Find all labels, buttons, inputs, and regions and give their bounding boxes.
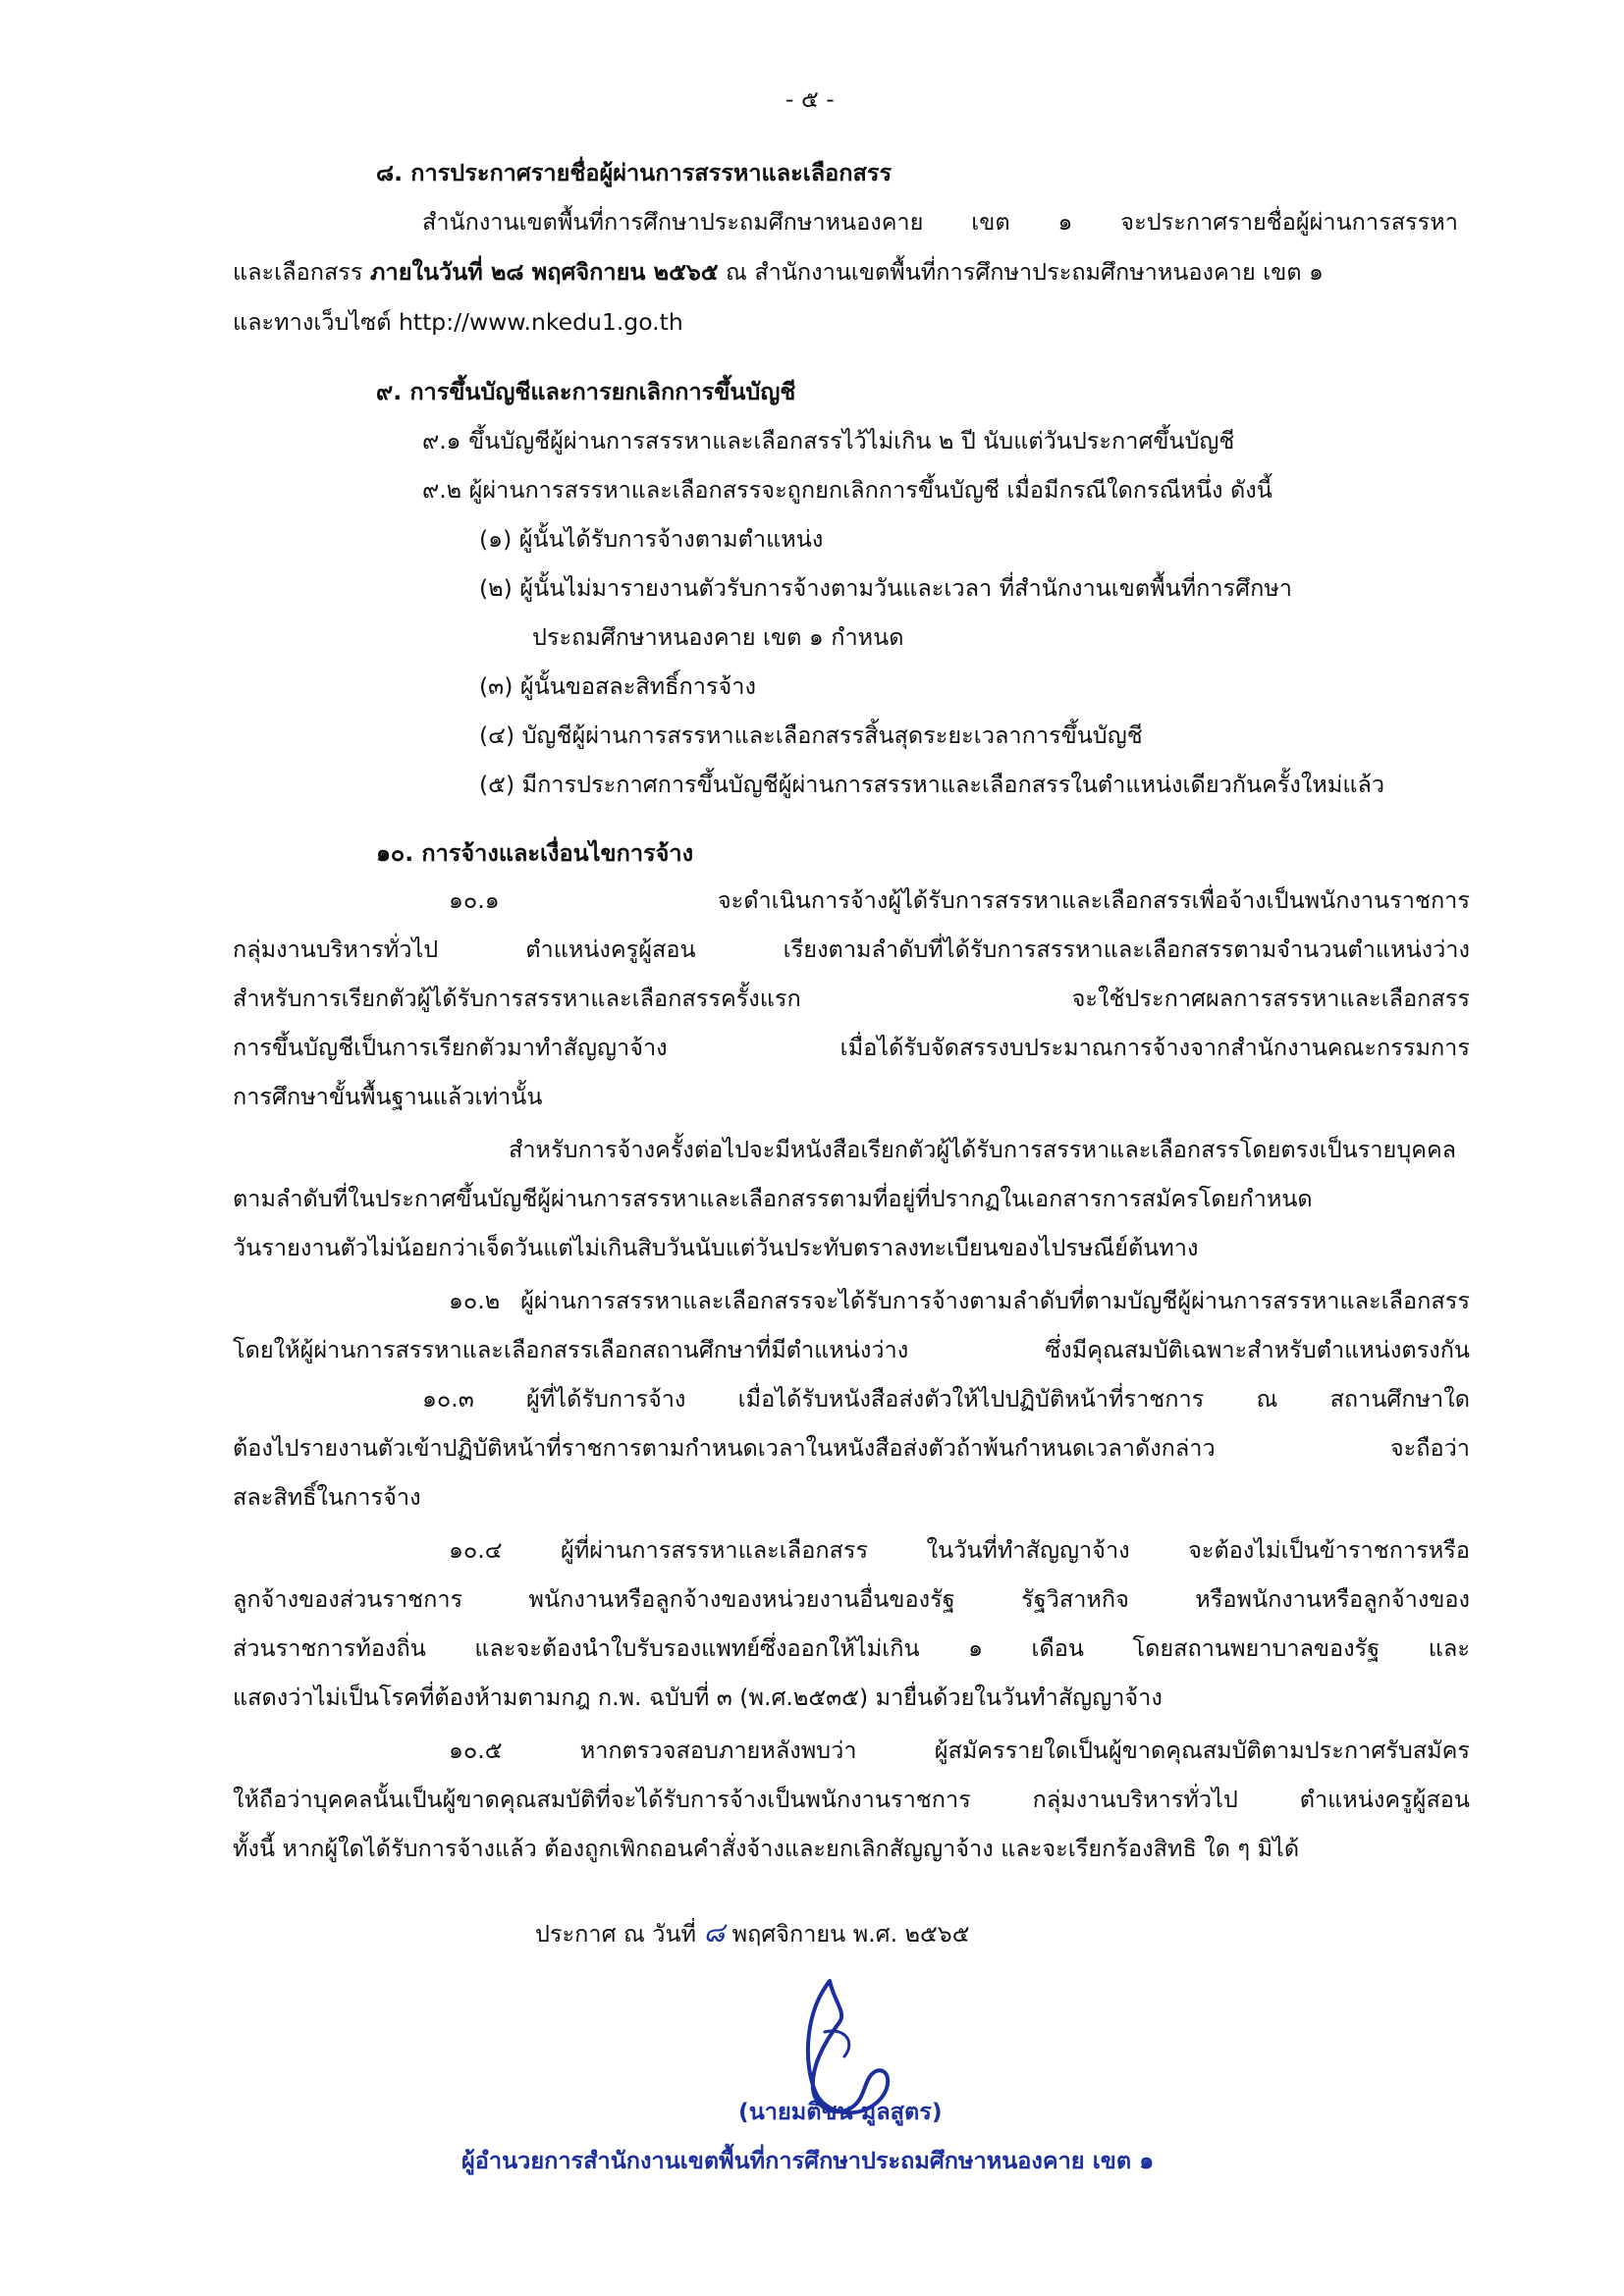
section-8-line-2-start: และเลือกสรร <box>233 258 371 286</box>
word: โดยสถานพยาบาลของรัฐ <box>1132 1634 1380 1662</box>
paragraph-line: วันรายงานตัวไม่น้อยกว่าเจ็ดวันแต่ไม่เกินสิบวันนับแต่วันประทับตราลงทะเบียนของไปรษณีย์ต้นทาง <box>233 1234 1199 1261</box>
signer-position: ผู้อำนวยการสำนักงานเขตพื้นที่การศึกษาประถมศึกษาหนองคาย เขต ๑ <box>461 2147 1155 2174</box>
section-8-line-2 <box>233 258 1324 286</box>
word: เมื่อได้รับหนังสือส่งตัวให้ไปปฏิบัติหน้าที่ราชการ <box>737 1385 1205 1413</box>
word: ในวันที่ทำสัญญาจ้าง <box>926 1536 1130 1564</box>
word: ๑๐.๕ <box>449 1736 503 1764</box>
word: เรียงตามลำดับที่ได้รับการสรรหาและเลือกสรรตามจำนวนตำแหน่งว่าง <box>783 935 1470 963</box>
section-8-heading: ๘. การประกาศรายชื่อผู้ผ่านการสรรหาและเลือกสรร <box>376 159 893 187</box>
section-9-1: ๙.๑ ขึ้นบัญชีผู้ผ่านการสรรหาและเลือกสรรไว้ไม่เกิน ๒ ปี นับแต่วันประกาศขึ้นบัญชี <box>422 427 1235 454</box>
paragraph-line: ตามลำดับที่ในประกาศขึ้นบัญชีผู้ผ่านการสรรหาและเลือกสรรตามที่อยู่ที่ปรากฏในเอกสารการสมัครโดยกำหนด <box>233 1185 1313 1212</box>
section-8-line-1 <box>422 208 1458 236</box>
signer-name: (นายมติชน มูลสูตร) <box>738 2098 943 2125</box>
list-item: (๔) บัญชีผู้ผ่านการสรรหาและเลือกสรรสิ้นสุดระยะเวลาการขึ้นบัญชี <box>479 721 1143 749</box>
word: จะถือว่า <box>1389 1434 1470 1462</box>
word: จะประกาศรายชื่อผู้ผ่านการสรรหา <box>1120 208 1458 236</box>
announce-day-handwritten: ๘ <box>703 1916 726 1949</box>
word: ผู้สมัครรายใดเป็นผู้ขาดคุณสมบัติตามประกาศรับสมัคร <box>934 1736 1470 1764</box>
list-item: (๓) ผู้นั้นขอสละสิทธิ์การจ้าง <box>479 672 756 700</box>
word: และ <box>1428 1634 1470 1662</box>
word: เขต <box>971 208 1010 236</box>
word: ๑๐.๑ <box>449 886 500 914</box>
word: กลุ่มงานบริหารทั่วไป <box>1032 1786 1238 1813</box>
paragraph-line: สำหรับการจ้างครั้งต่อไปจะมีหนังสือเรียกตัวผู้ได้รับการสรรหาและเลือกสรรโดยตรงเป็นรายบุคคล <box>509 1136 1457 1163</box>
word: ณ <box>1256 1385 1278 1413</box>
word: ๑๐.๓ <box>422 1385 474 1413</box>
paragraph-line <box>233 1434 1470 1462</box>
word: ตำแหน่งครูผู้สอน <box>525 935 696 963</box>
word: จะดำเนินการจ้างผู้ได้รับการสรรหาและเลือกสรรเพื่อจ้างเป็นพนักงานราชการ <box>717 886 1470 914</box>
paragraph-line: ทั้งนี้ หากผู้ใดได้รับการจ้างแล้ว ต้องถูกเพิกถอนคำสั่งจ้างและยกเลิกสัญญาจ้าง และจะเรียกร้องสิทธิ ใด ๆ มิได้ <box>233 1835 1300 1862</box>
paragraph-line <box>233 1585 1470 1613</box>
word: ซึ่งมีคุณสมบัติเฉพาะสำหรับตำแหน่งตรงกัน <box>1045 1336 1470 1363</box>
list-item: (๒) ผู้นั้นไม่มารายงานตัวรับการจ้างตามวันและเวลา ที่สำนักงานเขตพื้นที่การศึกษา <box>479 574 1293 602</box>
list-item-continuation: ประถมศึกษาหนองคาย เขต ๑ กำหนด <box>532 623 904 651</box>
paragraph-line <box>233 1634 1470 1662</box>
word: ผู้ที่ได้รับการจ้าง <box>526 1385 686 1413</box>
section-9-heading: ๙. การขึ้นบัญชีและการยกเลิกการขึ้นบัญชี <box>376 378 796 405</box>
word: โดยให้ผู้ผ่านการสรรหาและเลือกสรรเลือกสถานศึกษาที่มีตำแหน่งว่าง <box>233 1336 909 1363</box>
section-8-line-2-end: ณ สำนักงานเขตพื้นที่การศึกษาประถมศึกษาหนองคาย เขต ๑ <box>718 258 1324 286</box>
word: ต้องไปรายงานตัวเข้าปฏิบัติหน้าที่ราชการตามกำหนดเวลาในหนังสือส่งตัวถ้าพ้นกำหนดเวลาดังกล่าว <box>233 1434 1216 1462</box>
paragraph-line <box>449 1287 1470 1314</box>
website-line[interactable]: และทางเว็บไซต์ http://www.nkedu1.go.th <box>233 308 683 336</box>
word: สำนักงานเขตพื้นที่การศึกษาประถมศึกษาหนองคาย <box>422 208 924 236</box>
word: หากตรวจสอบภายหลังพบว่า <box>579 1736 857 1764</box>
word: ตำแหน่งครูผู้สอน <box>1299 1786 1470 1813</box>
paragraph-line <box>449 886 1470 914</box>
word: ๑ <box>1057 208 1073 236</box>
paragraph-line <box>449 1736 1470 1764</box>
announce-prefix: ประกาศ ณ วันที่ <box>535 1920 696 1948</box>
word: หรือพนักงานหรือลูกจ้างของ <box>1195 1585 1470 1613</box>
word: ๑ <box>968 1634 983 1662</box>
word: ลูกจ้างของส่วนราชการ <box>233 1585 463 1613</box>
word: ๑๐.๒ <box>449 1287 501 1314</box>
section-9-2: ๙.๒ ผู้ผ่านการสรรหาและเลือกสรรจะถูกยกเลิกการขึ้นบัญชี เมื่อมีกรณีใดกรณีหนึ่ง ดังนี้ <box>422 476 1272 504</box>
word: การขึ้นบัญชีเป็นการเรียกตัวมาทำสัญญาจ้าง <box>233 1034 668 1061</box>
word: กลุ่มงานบริหารทั่วไป <box>233 935 439 963</box>
paragraph-line <box>422 1385 1470 1413</box>
paragraph-line <box>233 1336 1470 1363</box>
paragraph-line <box>233 935 1470 963</box>
section-10-heading: ๑๐. การจ้างและเงื่อนไขการจ้าง <box>376 839 694 867</box>
word: ส่วนราชการท้องถิ่น <box>233 1634 426 1662</box>
word: รัฐวิสาหกิจ <box>1021 1585 1129 1613</box>
word: ผู้ผ่านการสรรหาและเลือกสรรจะได้รับการจ้างตามลำดับที่ตามบัญชีผู้ผ่านการสรรหาและเลือกสรร <box>520 1287 1470 1314</box>
word: ผู้ที่ผ่านการสรรหาและเลือกสรร <box>561 1536 869 1564</box>
word: ให้ถือว่าบุคคลนั้นเป็นผู้ขาดคุณสมบัติที่จะได้รับการจ้างเป็นพนักงานราชการ <box>233 1786 971 1813</box>
announce-date <box>535 1916 970 1949</box>
word: ๑๐.๔ <box>449 1536 503 1564</box>
paragraph-line <box>233 1034 1470 1061</box>
list-item: (๑) ผู้นั้นได้รับการจ้างตามตำแหน่ง <box>479 525 824 553</box>
word: เดือน <box>1031 1634 1084 1662</box>
list-item: (๕) มีการประกาศการขึ้นบัญชีผู้ผ่านการสรรหาและเลือกสรรในตำแหน่งเดียวกันครั้งใหม่แล้ว <box>479 771 1385 798</box>
word: จะต้องไม่เป็นข้าราชการหรือ <box>1188 1536 1470 1564</box>
paragraph-line: การศึกษาขั้นพื้นฐานแล้วเท่านั้น <box>233 1083 543 1110</box>
word: เมื่อได้รับจัดสรรงบประมาณการจ้างจากสำนักงานคณะกรรมการ <box>839 1034 1470 1061</box>
word: สำหรับการเรียกตัวผู้ได้รับการสรรหาและเลือกสรรครั้งแรก <box>233 985 801 1012</box>
paragraph-line: สละสิทธิ์ในการจ้าง <box>233 1483 421 1511</box>
page-number: - ๕ - <box>785 85 835 113</box>
paragraph-line <box>233 1786 1470 1813</box>
word: สถานศึกษาใด <box>1329 1385 1470 1413</box>
paragraph-line <box>449 1536 1470 1564</box>
word: จะใช้ประกาศผลการสรรหาและเลือกสรร <box>1071 985 1470 1012</box>
paragraph-line <box>233 985 1470 1012</box>
paragraph-line: แสดงว่าไม่เป็นโรคที่ต้องห้ามตามกฎ ก.พ. ฉบับที่ ๓ (พ.ศ.๒๕๓๕) มายื่นด้วยในวันทำสัญญาจ้าง <box>233 1683 1163 1711</box>
deadline-date: ภายในวันที่ ๒๘ พฤศจิกายน ๒๕๖๕ <box>370 258 719 286</box>
word: พนักงานหรือลูกจ้างของหน่วยงานอื่นของรัฐ <box>528 1585 955 1613</box>
word: และจะต้องนำใบรับรองแพทย์ซึ่งออกให้ไม่เกิน <box>474 1634 920 1662</box>
announce-month-year: พฤศจิกายน พ.ศ. ๒๕๖๕ <box>731 1920 970 1948</box>
